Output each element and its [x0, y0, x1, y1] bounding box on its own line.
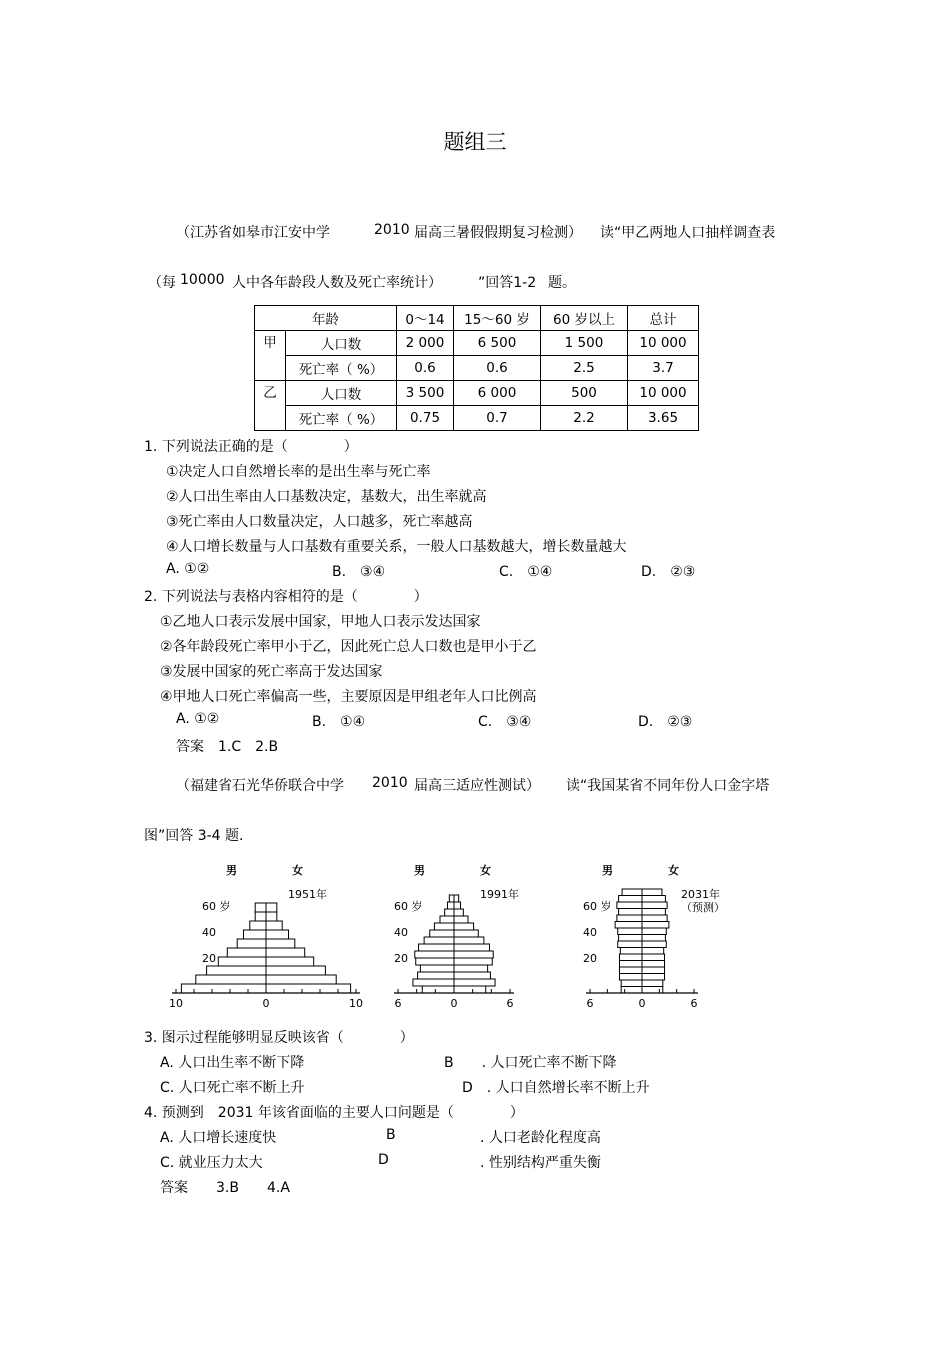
table-row: [255, 331, 699, 356]
pyramid-bar-male: [618, 928, 642, 935]
page-title: 题组三: [443, 130, 507, 154]
pyramid-bar-female: [642, 941, 666, 948]
table-row: [255, 406, 699, 431]
question-4-option-b-text: . 人口老龄化程度高: [480, 1130, 601, 1146]
pyramid-bar-female: [266, 957, 314, 966]
pyramid-bar-male: [619, 935, 642, 942]
pyramid-bar-female: [642, 902, 667, 909]
table-cell: 0.6: [397, 356, 454, 381]
row-label: 人口数: [286, 381, 397, 406]
pyramid-tick-label: 6: [506, 997, 514, 1010]
question-2-option-c: C. ③④: [478, 714, 532, 730]
table-header-cell: 年龄: [255, 306, 397, 331]
pyramid-tick-label: 0: [450, 997, 458, 1010]
pyramid-bar-female: [266, 921, 282, 930]
answer-1: 答案 1.C 2.B: [176, 739, 279, 755]
pyramid-bar-female: [266, 966, 325, 975]
pyramid-female-label: 女: [292, 864, 303, 877]
pyramid-male-label: 男: [414, 864, 425, 877]
question-3-option-a: A. 人口出生率不断下降: [160, 1055, 305, 1071]
pyramid-age-label: 60 岁: [394, 900, 423, 913]
pyramid-bar-male: [196, 975, 266, 984]
question-2-option-b: B. ①④: [312, 714, 366, 730]
pyramid-bar-male: [227, 948, 266, 957]
pyramid-bar-male: [449, 895, 454, 902]
pyramid-chart-2031: [575, 858, 725, 1013]
pyramid-bar-female: [266, 939, 295, 948]
source-note-1c: 届高三暑假假期复习检测）: [414, 225, 582, 241]
table-cell: 0.7: [454, 406, 541, 431]
pyramid-bar-male: [207, 966, 266, 975]
question-4-option-d-letter: D: [378, 1152, 389, 1168]
pyramid-tick-label: 10: [169, 997, 183, 1010]
pyramid-bar-female: [454, 937, 484, 944]
pyramid-bar-female: [454, 923, 474, 930]
table-cell: 3.7: [628, 356, 699, 381]
intro-2: 图”回答 3-4 题.: [144, 828, 244, 844]
intro-1b: 10000: [180, 272, 225, 288]
pyramid-bar-male: [440, 916, 454, 923]
intro-1a: （每: [148, 275, 176, 291]
table-cell: 500: [541, 381, 628, 406]
row-label: 死亡率（ %）: [286, 406, 397, 431]
table-row: [255, 381, 699, 406]
pyramid-bar-female: [454, 972, 490, 979]
pyramid-bar-male: [419, 944, 454, 951]
pyramid-chart-1951: [160, 858, 380, 1013]
question-4-stem: 4. 预测到 2031 年该省面临的主要人口问题是（ ）: [144, 1105, 524, 1121]
question-2-item: ②各年龄段死亡率甲小于乙，因此死亡总人口数也是甲小于乙: [160, 639, 537, 655]
table-cell: 3 500: [397, 381, 454, 406]
source-note-1b: 2010: [374, 222, 410, 238]
table-cell: 6 000: [454, 381, 541, 406]
source-note-1d: 读“甲乙两地人口抽样调查表: [600, 225, 776, 241]
pyramid-bar-male: [621, 980, 642, 987]
question-3-option-c: C. 人口死亡率不断上升: [160, 1080, 305, 1096]
table-cell: 10 000: [628, 331, 699, 356]
question-1-option-c: C. ①④: [499, 564, 553, 580]
pyramid-bar-male: [434, 923, 454, 930]
pyramid-year-label: （预测）: [681, 901, 725, 914]
pyramid-bar-female: [454, 909, 463, 916]
pyramid-bar-male: [250, 921, 266, 930]
table-cell: 0.6: [454, 356, 541, 381]
answer-2: 答案 3.B 4.A: [160, 1180, 290, 1196]
pyramid-age-label: 40: [394, 926, 408, 939]
pyramid-male-label: 男: [602, 864, 613, 877]
pyramid-age-label: 20: [202, 952, 216, 965]
pyramid-bar-male: [622, 889, 642, 896]
question-1-item: ①决定人口自然增长率的是出生率与死亡率: [166, 464, 431, 480]
pyramid-age-label: 40: [202, 926, 216, 939]
question-1-option-b: B. ③④: [332, 564, 386, 580]
question-1-option-d: D. ②③: [641, 564, 696, 580]
pyramid-bar-female: [454, 902, 461, 909]
pyramid-bar-male: [445, 909, 454, 916]
pyramid-bar-male: [619, 909, 642, 916]
question-4-option-d-text: . 性别结构严重失衡: [480, 1155, 601, 1171]
pyramid-bar-female: [642, 928, 666, 935]
group-label: 乙: [255, 381, 286, 431]
pyramid-bar-female: [642, 948, 664, 955]
pyramid-age-label: 20: [583, 952, 597, 965]
question-1-item: ②人口出生率由人口基数决定，基数大，出生率就高: [166, 489, 487, 505]
table-header-cell: 0～14: [397, 306, 454, 331]
pyramid-bar-female: [266, 930, 289, 939]
pyramid-bar-female: [642, 896, 665, 903]
pyramid-bar-male: [430, 930, 454, 937]
question-4-option-a: A. 人口增长速度快: [160, 1130, 277, 1146]
intro-1e: 题。: [548, 275, 576, 291]
question-1-option-a: A. ①②: [166, 561, 210, 577]
pyramid-bar-female: [454, 965, 488, 972]
table-cell: 2.5: [541, 356, 628, 381]
table-row: [255, 356, 699, 381]
pyramid-bar-male: [620, 948, 642, 955]
table-header-cell: 60 岁以上: [541, 306, 628, 331]
pyramid-age-label: 20: [394, 952, 408, 965]
pyramid-bar-male: [447, 902, 454, 909]
population-table: [254, 305, 699, 431]
intro-1c: 人中各年龄段人数及死亡率统计）: [232, 275, 442, 291]
pyramid-bar-male: [416, 958, 454, 965]
pyramid-bar-male: [619, 954, 642, 961]
source-note-2c: 届高三适应性测试）: [414, 778, 540, 794]
pyramid-tick-label: 10: [349, 997, 363, 1010]
pyramid-bar-male: [618, 941, 642, 948]
pyramid-male-label: 男: [226, 864, 237, 877]
pyramid-bar-male: [615, 922, 642, 929]
pyramid-bar-female: [454, 951, 493, 958]
pyramid-year-label: 1951年: [288, 888, 327, 901]
pyramid-bar-female: [266, 912, 277, 921]
pyramid-tick-label: 0: [638, 997, 646, 1010]
pyramid-bar-female: [642, 909, 665, 916]
pyramid-bar-male: [255, 903, 266, 912]
question-2-item: ①乙地人口表示发展中国家，甲地人口表示发达国家: [160, 614, 481, 630]
pyramid-bar-male: [422, 986, 454, 993]
pyramid-bar-male: [413, 979, 454, 986]
pyramid-age-label: 60 岁: [202, 900, 231, 913]
question-4-option-b-letter: B: [386, 1127, 396, 1143]
pyramid-year-label: 1991年: [480, 888, 519, 901]
pyramid-bar-male: [619, 961, 642, 968]
pyramid-bar-male: [420, 965, 454, 972]
pyramid-bar-female: [454, 979, 495, 986]
question-2-item: ④甲地人口死亡率偏高一些，主要原因是甲组老年人口比例高: [160, 689, 537, 705]
pyramid-tick-label: 6: [586, 997, 594, 1010]
question-3-stem: 3. 图示过程能够明显反映该省（ ）: [144, 1030, 414, 1046]
pyramid-bar-female: [642, 889, 662, 896]
source-note-1a: （江苏省如皋市江安中学: [176, 225, 330, 241]
pyramid-bar-female: [266, 975, 336, 984]
pyramid-bar-male: [617, 902, 642, 909]
table-cell: 2.2: [541, 406, 628, 431]
table-cell: 1 500: [541, 331, 628, 356]
pyramid-bar-female: [642, 974, 665, 981]
question-1-item: ④人口增长数量与人口基数有重要关系，一般人口基数越大，增长数量越大: [166, 539, 627, 555]
pyramid-bar-male: [617, 915, 642, 922]
pyramid-bar-female: [642, 961, 665, 968]
pyramid-bar-male: [237, 939, 266, 948]
question-1-stem: 1. 下列说法正确的是（ ）: [144, 439, 358, 455]
question-3-option-d: D . 人口自然增长率不断上升: [462, 1080, 650, 1096]
source-note-2b: 2010: [372, 775, 408, 791]
intro-1d: ”回答1-2: [478, 275, 537, 291]
source-note-2a: （福建省石光华侨联合中学: [176, 778, 344, 794]
pyramid-bar-male: [255, 912, 266, 921]
pyramid-bar-female: [454, 958, 492, 965]
row-label: 人口数: [286, 331, 397, 356]
pyramid-bar-female: [454, 895, 459, 902]
pyramid-bar-female: [642, 967, 665, 974]
pyramid-bar-female: [454, 986, 486, 993]
table-cell: 3.65: [628, 406, 699, 431]
pyramid-bar-male: [619, 896, 642, 903]
pyramid-age-label: 60 岁: [583, 900, 612, 913]
table-header-row: [255, 306, 699, 331]
pyramid-tick-label: 6: [690, 997, 698, 1010]
table-cell: 2 000: [397, 331, 454, 356]
pyramid-bar-male: [619, 967, 642, 974]
pyramid-female-label: 女: [480, 864, 491, 877]
pyramid-bar-female: [266, 903, 277, 912]
pyramid-bar-male: [418, 972, 454, 979]
question-3-option-b: B . 人口死亡率不断下降: [444, 1055, 617, 1071]
pyramid-chart-1991: [380, 858, 540, 1013]
pyramid-bar-female: [454, 916, 468, 923]
question-2-stem: 2. 下列说法与表格内容相符的是（ ）: [144, 589, 428, 605]
pyramid-bar-male: [415, 951, 454, 958]
pyramid-female-label: 女: [668, 864, 679, 877]
table-cell: 10 000: [628, 381, 699, 406]
question-4-option-c: C. 就业压力太大: [160, 1155, 263, 1171]
group-label: 甲: [255, 331, 286, 381]
pyramid-bar-female: [642, 954, 665, 961]
pyramid-bar-female: [642, 980, 663, 987]
question-2-option-a: A. ①②: [176, 711, 220, 727]
table-header-cell: 总计: [628, 306, 699, 331]
table-header-cell: 15～60 岁: [454, 306, 541, 331]
pyramid-bar-male: [619, 974, 642, 981]
pyramid-bar-male: [244, 930, 267, 939]
row-label: 死亡率（ %）: [286, 356, 397, 381]
table-cell: 0.75: [397, 406, 454, 431]
pyramid-bar-female: [642, 935, 665, 942]
pyramid-bar-female: [266, 948, 305, 957]
question-2-item: ③发展中国家的死亡率高于发达国家: [160, 664, 383, 680]
question-1-item: ③死亡率由人口数量决定，人口越多，死亡率越高: [166, 514, 473, 530]
pyramid-bar-female: [454, 944, 489, 951]
pyramid-year-label: 2031年: [681, 888, 720, 901]
pyramid-bar-female: [454, 930, 478, 937]
pyramid-bar-female: [642, 915, 667, 922]
pyramid-age-label: 40: [583, 926, 597, 939]
pyramid-tick-label: 6: [394, 997, 402, 1010]
source-note-2d: 读“我国某省不同年份人口金字塔: [566, 778, 770, 794]
pyramid-bar-male: [424, 937, 454, 944]
pyramid-bar-female: [642, 922, 669, 929]
question-2-option-d: D. ②③: [638, 714, 693, 730]
pyramid-bar-male: [218, 957, 266, 966]
table-cell: 6 500: [454, 331, 541, 356]
pyramid-tick-label: 0: [262, 997, 270, 1010]
